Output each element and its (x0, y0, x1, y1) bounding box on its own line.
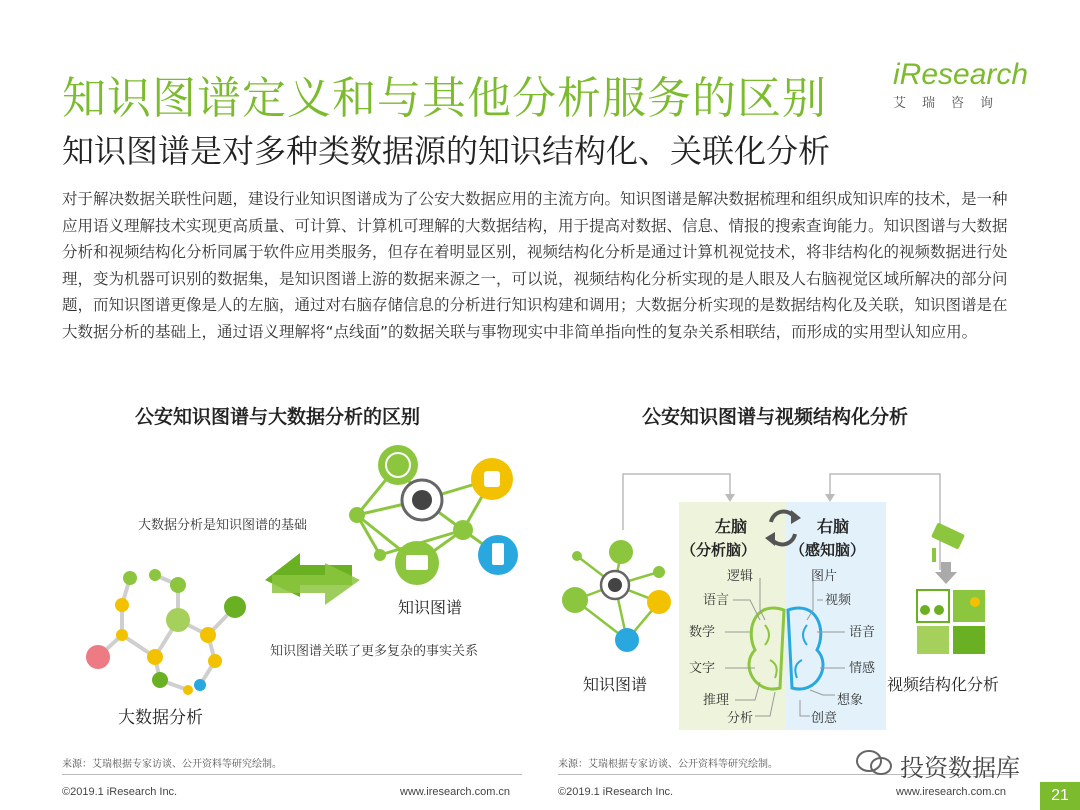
page-title: 知识图谱定义和与其他分析服务的区别 (62, 73, 827, 124)
right-word: 图片 (811, 569, 838, 584)
right-word: 视频 (825, 593, 852, 608)
node-knowledge-graph-label: 知识图谱 (398, 598, 463, 617)
left-word: 文字 (689, 661, 716, 676)
source-note-right: 来源：艾瑞根据专家访谈、公开资料等研究绘制。 (558, 759, 778, 770)
node-big-data-label: 大数据分析 (118, 708, 203, 728)
right-diagram (555, 460, 1025, 740)
copyright-right: ©2019.1 iResearch Inc. (558, 786, 674, 798)
left-word: 分析 (727, 711, 754, 726)
logo-brand-text: iResearch (893, 58, 1029, 91)
left-brain-title: 左脑 (715, 517, 748, 536)
label-big-data-basis: 大数据分析是知识图谱的基础 (138, 518, 308, 533)
label-kg-complex-relations: 知识图谱关联了更多复杂的事实关系 (270, 644, 479, 659)
node-knowledge-graph-label: 知识图谱 (583, 675, 648, 694)
node-video-structuring-label: 视频结构化分析 (887, 675, 1000, 694)
down-arrow-icon (935, 562, 957, 584)
copyright-left: ©2019.1 iResearch Inc. (62, 786, 178, 798)
page-number: 21 (1040, 782, 1080, 810)
left-word: 推理 (703, 693, 730, 708)
source-note-left: 来源：艾瑞根据专家访谈、公开资料等研究绘制。 (62, 759, 282, 770)
exchange-arrows-icon (265, 553, 360, 605)
website-right: www.iresearch.com.cn (896, 786, 1007, 798)
website-left: www.iresearch.com.cn (400, 786, 511, 798)
knowledge-graph-network-icon (562, 540, 671, 652)
body-paragraph: 对于解决数据关联性问题，建设行业知识图谱成为了公安大数据应用的主流方向。知识图谱是解决数据梳理和组织成知识库的技术，是一种应用语义理解技术实现更高质量、可计算、计算机可理解的大数据结构，用于提高对数据、信息、情报的搜索查询能力。知识图谱与大数据分析和视频结构化分析同属于软件应用类服务，但存在着明显区别，视频结构化分析是通过计算机视觉技术，将非结构化的视频数据进行处理，变为机器可识别的数据集，是知识图谱上游的数据来源之一，可以说，视频结构化分析实现的是人眼及人右脑视觉区域所解决的部分问题，而知识图谱更像是人的左脑，通过对右脑存储信息的分析进行知识构建和调用；大数据分析实现的是数据结构化及关联，知识图谱是在大数据分析的基础上，通过语义理解将“点线面”的数据关联与事物现实中非简单指向性的复杂关系相联结，而形成的实用型认知应用。 (62, 190, 1008, 341)
right-brain-title: 右脑 (817, 517, 850, 536)
left-word: 数学 (689, 625, 716, 640)
video-frames-icon (917, 590, 985, 654)
iresearch-logo (893, 58, 1028, 111)
left-diagram-title: 公安知识图谱与大数据分析的区别 (135, 406, 421, 428)
left-brain-subtitle: （分析脑） (681, 541, 757, 559)
right-diagram-title: 公安知识图谱与视频结构化分析 (642, 406, 909, 428)
footer-divider (62, 774, 522, 775)
left-word: 逻辑 (727, 569, 754, 584)
watermark-text: 投资数据库 (900, 754, 1020, 782)
camera-icon (931, 522, 965, 562)
page-subtitle: 知识图谱是对多种类数据源的知识结构化、关联化分析 (62, 132, 831, 170)
right-word: 想象 (837, 693, 864, 708)
right-word: 语音 (849, 625, 876, 640)
wechat-icon (855, 747, 895, 777)
right-brain-panel (786, 502, 886, 730)
logo-cn-text: 艾瑞咨询 (893, 96, 1010, 111)
knowledge-graph-network-icon (349, 445, 518, 585)
big-data-molecule-icon (86, 569, 246, 695)
left-word: 语言 (703, 593, 730, 608)
right-brain-subtitle: （感知脑） (790, 541, 866, 559)
right-word: 情感 (849, 661, 876, 676)
left-diagram (60, 435, 530, 735)
right-word: 创意 (811, 711, 838, 726)
